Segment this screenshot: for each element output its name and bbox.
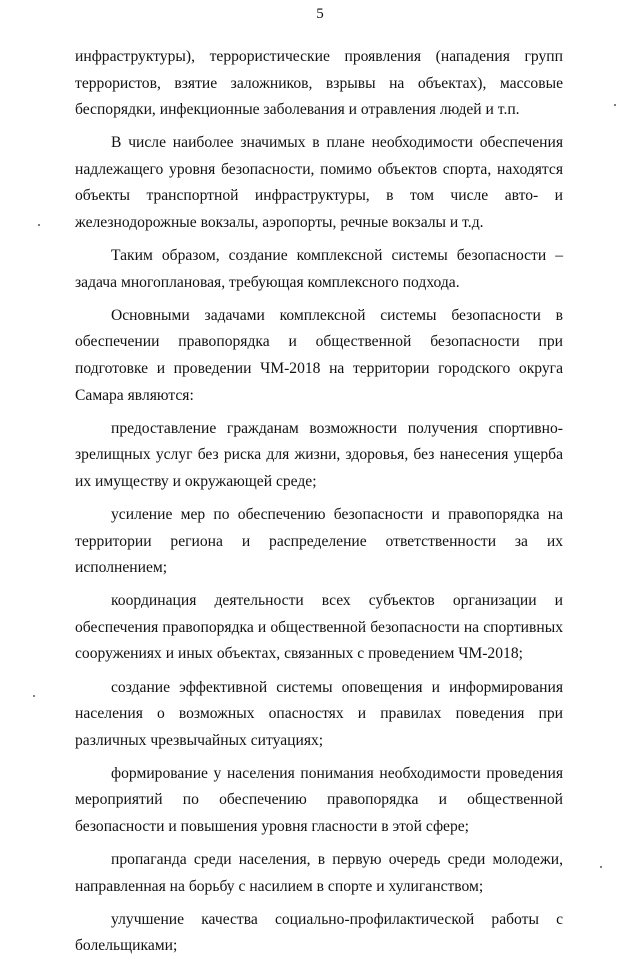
paragraph-11: улучшение качества социально-профилактической работы с болельщиками; bbox=[75, 910, 563, 955]
paragraph-9: формирование у населения понимания необходимости проведения мероприятий по обеспечению правопорядка и общественной безопасности и повышения уровня гласности в этой сфере; bbox=[75, 764, 563, 836]
paragraph-1: инфраструктуры), террористические проявления (нападения групп террористов, взятие заложников, взрывы на объектах), массовые беспорядки, инфекционные заболевания и отравления людей и т.п. bbox=[75, 48, 563, 119]
document-body bbox=[75, 44, 563, 967]
paragraph-7: координация деятельности всех субъектов организации и обеспечения правопорядка и общественной безопасности на спортивных сооружениях и иных объектах, связанных с проведением ЧМ-2018; bbox=[75, 592, 563, 663]
paragraph-4: Основными задачами комплексной системы безопасности в обеспечении правопорядка и общественной безопасности при подготовке и проведении ЧМ-2018 на территории городского округа Самара являются: bbox=[75, 306, 563, 404]
paragraph-5: предоставление гражданам возможности получения спортивно-зрелищных услуг без риска для жизни, здоровья, без нанесения ущерба их имуществу и окружающей среде; bbox=[75, 419, 563, 490]
paragraph-6: усиление мер по обеспечению безопасности и правопорядка на территории региона и распределение ответственности за их исполнением; bbox=[75, 506, 563, 577]
paragraph-3: Таким образом, создание комплексной системы безопасности – задача многоплановая, требующая комплексного подхода. bbox=[75, 247, 563, 291]
paragraph-10: пропаганда среди населения, в первую очередь среди молодежи, направленная на борьбу с насилием в спорте и хулиганством; bbox=[75, 851, 563, 895]
scan-speck bbox=[614, 104, 616, 106]
page-number: 5 bbox=[316, 6, 324, 22]
paragraph-2: В числе наиболее значимых в плане необходимости обеспечения надлежащего уровня безопасности, помимо объектов спорта, находятся объекты транспортной инфраструктуры, в том числе авто- и железнодорожные вокзалы, аэропорты, речные вокзалы и т.д. bbox=[75, 134, 563, 232]
paragraph-8: создание эффективной системы оповещения и информирования населения о возможных опасностях и правилах поведения при различных чрезвычайных ситуациях; bbox=[75, 678, 563, 749]
scan-speck bbox=[600, 866, 602, 868]
scan-speck bbox=[33, 695, 35, 697]
scan-speck bbox=[38, 224, 40, 226]
